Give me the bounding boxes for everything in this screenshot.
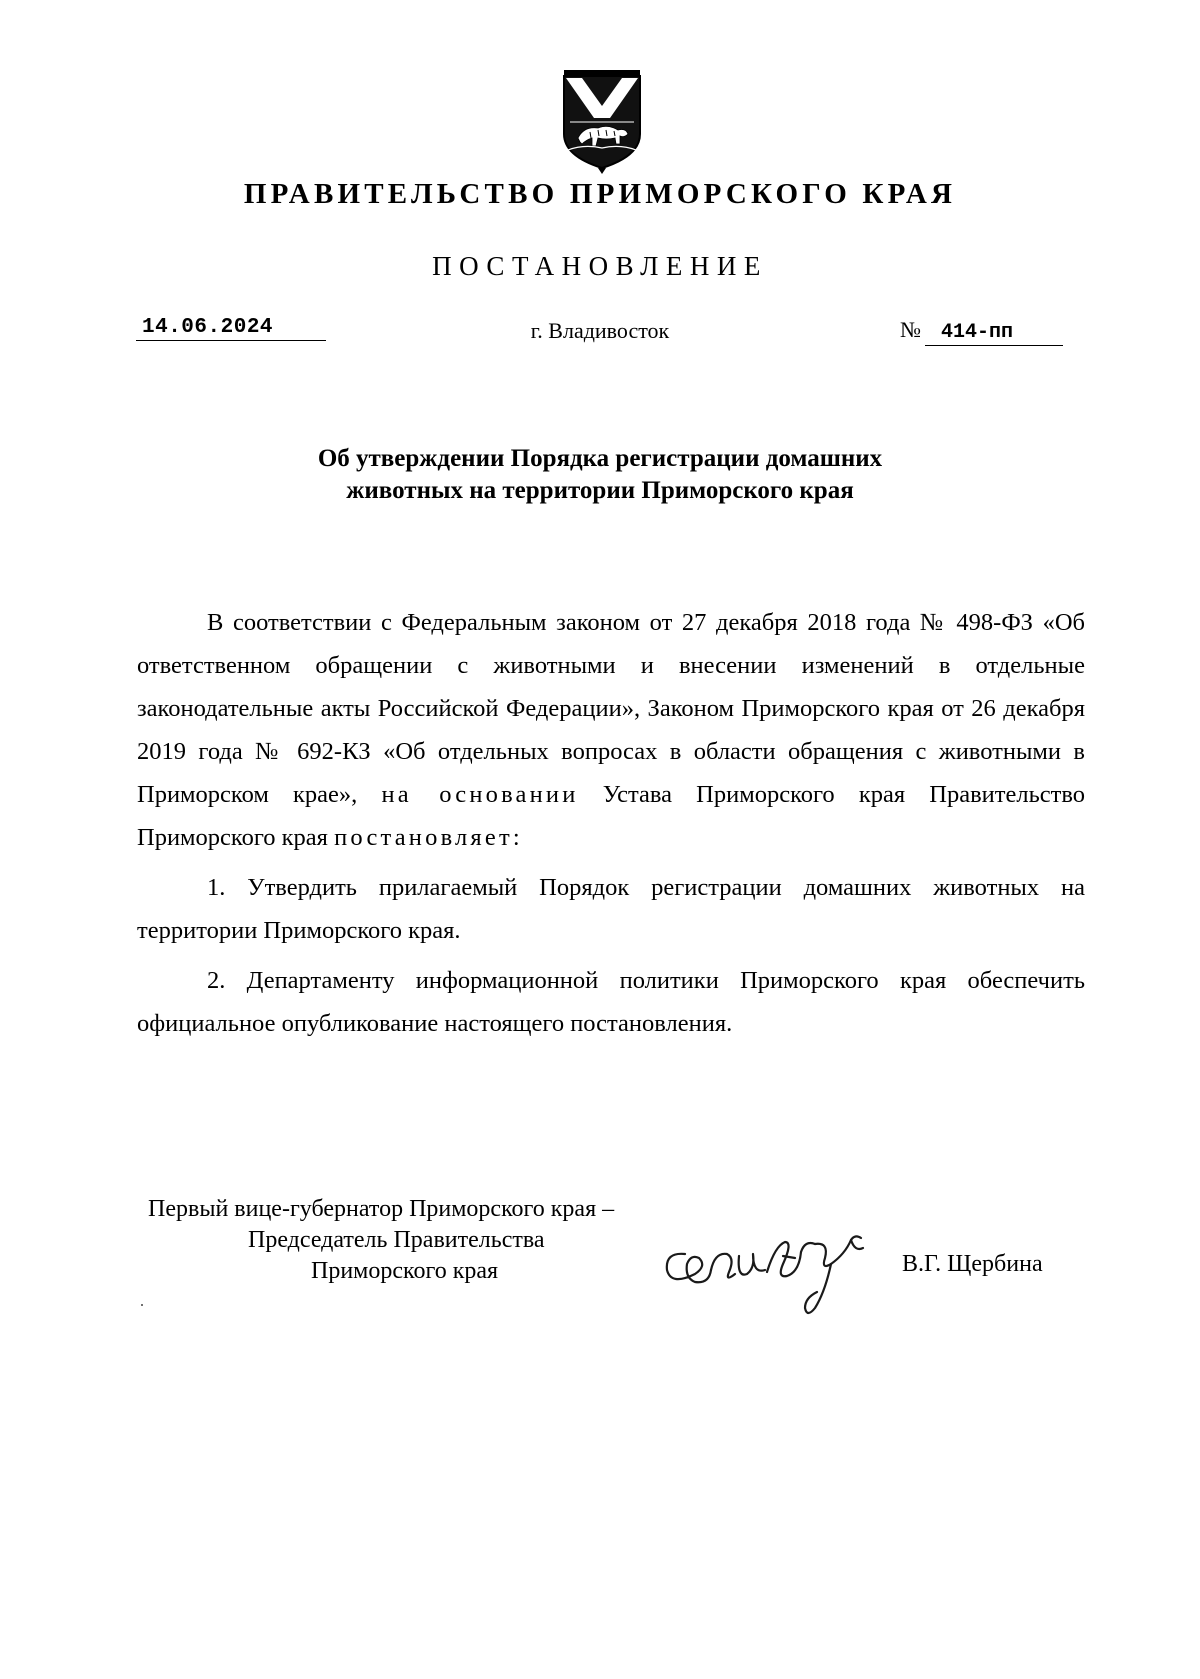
item-2-paragraph: 2. Департаменту информационной политики Приморского края обеспечить официальное опубликование настоящего постановления. — [137, 967, 1085, 1037]
signatory-title — [148, 1194, 688, 1287]
subject-line-2: животных на территории Приморского края — [346, 477, 854, 504]
number-value: 414-пп — [925, 321, 1063, 346]
document-subject — [0, 443, 1200, 507]
document-number — [900, 318, 1063, 346]
item-1-paragraph: 1. Утвердить прилагаемый Порядок регистрации домашних животных на территории Приморского края. — [137, 874, 1085, 944]
signatory-line-3: Приморского края — [311, 1258, 499, 1284]
scan-artifact-dot — [141, 1304, 143, 1306]
subject-line-1: Об утверждении Порядка регистрации домашних — [317, 445, 883, 472]
document-date: 14.06.2024 — [136, 316, 326, 341]
document-type: ПОСТАНОВЛЕНИЕ — [432, 251, 768, 281]
document-city: г. Владивосток — [530, 318, 670, 343]
preamble-basis: на основании — [381, 781, 579, 808]
preamble-main: В соответствии с Федеральным законом от 27 декабря 2018 года № 498-ФЗ «Об ответственном обращении с животными и внесении изменений в отдельные законодательные акты Российской Федерации», Законом Приморского края от 26 декабря 2019 года № 692-КЗ «Об отдельных вопросах в области обращения с животными в Приморском крае», — [137, 609, 1085, 808]
handwritten-signature-icon — [655, 1212, 885, 1322]
preamble-decree: постановляет: — [334, 824, 523, 851]
organization-title: ПРАВИТЕЛЬСТВО ПРИМОРСКОГО КРАЯ — [243, 178, 957, 210]
number-label: № — [900, 317, 921, 342]
document-body — [137, 601, 1085, 1045]
signatory-line-1: Первый вице-губернатор Приморского края – — [148, 1196, 615, 1222]
signer-name: В.Г. Щербина — [902, 1251, 1043, 1277]
coat-of-arms-icon — [560, 68, 644, 174]
signatory-line-2: Председатель Правительства — [248, 1227, 545, 1253]
preamble-paragraph — [137, 601, 1085, 859]
preamble-tail: Устава Приморского края Правительство Приморского края — [137, 781, 1085, 851]
